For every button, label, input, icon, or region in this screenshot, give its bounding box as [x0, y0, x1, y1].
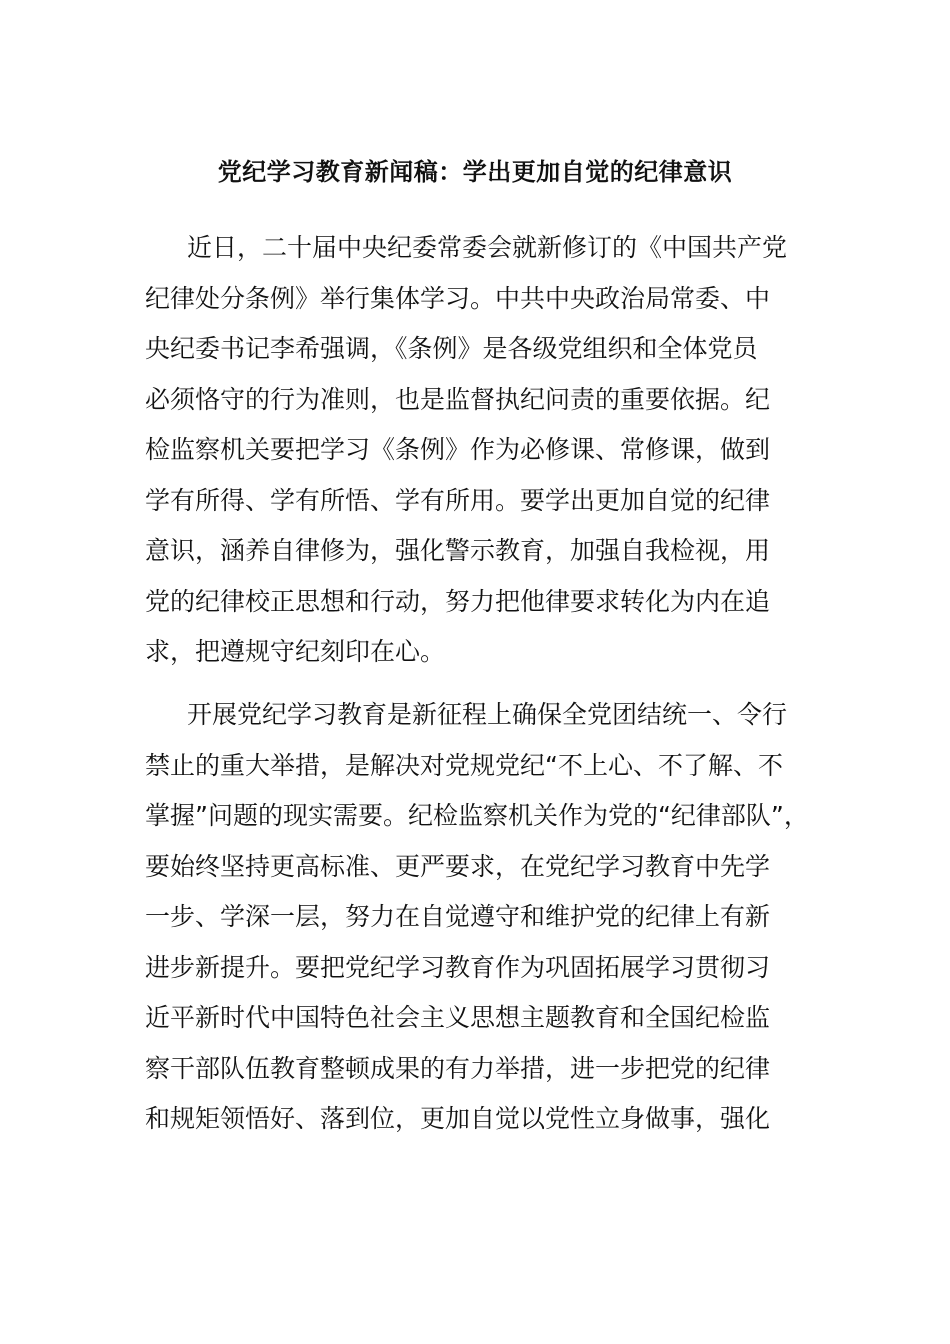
- paragraph-line: 一步、学深一层，努力在自觉遵守和维护党的纪律上有新: [145, 902, 771, 931]
- paragraph-line: 求，把遵规守纪刻印在心。: [145, 637, 446, 666]
- paragraph-line: 必须恪守的行为准则，也是监督执纪问责的重要依据。纪: [145, 384, 771, 414]
- paragraph-line: 学有所得、学有所悟、学有所用。要学出更加自觉的纪律: [145, 485, 771, 515]
- paragraph-line: 纪律处分条例》举行集体学习。中共中央政治局常委、中: [145, 283, 771, 313]
- paragraph-line: 掌握”问题的现实需要。纪检监察机关作为党的“纪律部队”，: [145, 801, 809, 830]
- paragraph-line: 近日，二十届中央纪委常委会就新修订的《中国共产党: [187, 233, 788, 262]
- paragraph-line: 近平新时代中国特色社会主义思想主题教育和全国纪检监: [145, 1003, 771, 1032]
- paragraph-2: [145, 690, 813, 1145]
- document-title: 党纪学习教育新闻稿：学出更加自觉的纪律意识: [217, 158, 733, 186]
- paragraph-1: [145, 223, 813, 678]
- paragraph-line: 开展党纪学习教育是新征程上确保全党团结统一、令行: [187, 700, 788, 729]
- paragraph-line: 察干部队伍教育整顿成果的有力举措，进一步把党的纪律: [145, 1053, 771, 1083]
- paragraph-line: 党的纪律校正思想和行动，努力把他律要求转化为内在追: [145, 586, 771, 616]
- paragraph-line: 检监察机关要把学习《条例》作为必修课、常修课，做到: [145, 435, 771, 464]
- paragraph-line: 和规矩领悟好、落到位，更加自觉以党性立身做事，强化: [145, 1104, 771, 1133]
- paragraph-line: 央纪委书记李希强调，《条例》是各级党组织和全体党员: [145, 334, 758, 363]
- paragraph-line: 要始终坚持更高标准、更严要求，在党纪学习教育中先学: [145, 851, 771, 881]
- paragraph-line: 意识，涵养自律修为，强化警示教育，加强自我检视，用: [145, 536, 771, 565]
- paragraph-line: 进步新提升。要把党纪学习教育作为巩固拓展学习贯彻习: [145, 952, 771, 982]
- paragraph-line: 禁止的重大举措，是解决对党规党纪“不上心、不了解、不: [145, 750, 783, 780]
